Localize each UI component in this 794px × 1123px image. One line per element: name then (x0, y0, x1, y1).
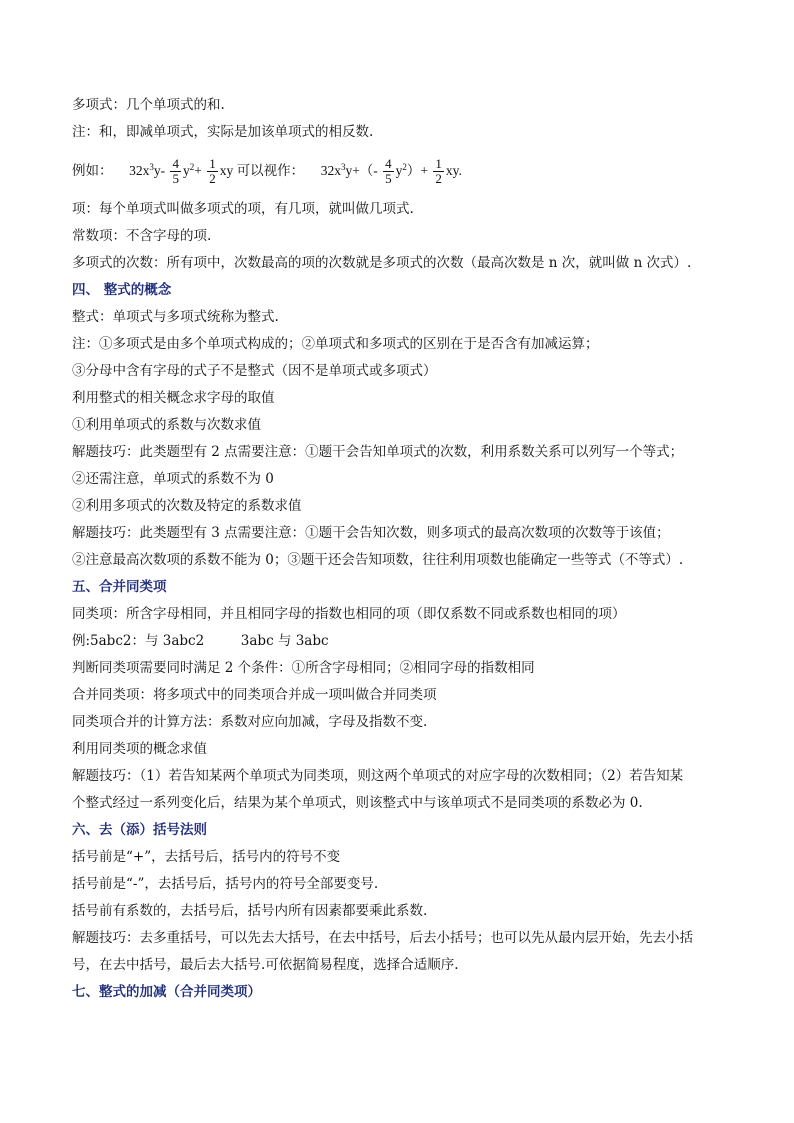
section-heading: 六、去（添）括号法则 (72, 822, 207, 838)
text-line: 注：和，即减单项式，实际是加该单项式的相反数. (72, 124, 374, 140)
text-line: 注：①多项式是由多个单项式构成的；②单项式和多项式的区别在于是否含有加减运算； (72, 336, 599, 352)
text-line: 解题技巧：此类题型有 3 点需要注意：①题干会告知次数，则多项式的最高次数项的次数等于该值； (72, 525, 670, 541)
text-line: 合并同类项：将多项式中的同类项合并成一项叫做合并同类项 (72, 687, 437, 703)
text-line: ①利用单项式的系数与次数求值 (72, 417, 261, 433)
text-line (72, 628, 732, 655)
fraction: $\frac{4}{5}$ (172, 156, 179, 187)
can-be-viewed-as: 可以视作： (236, 163, 305, 179)
text-line: 同类项：所含字母相同，并且相同字母的指数也相同的项（即仅系数不同或系数也相同的项） (72, 606, 626, 622)
text-line: ②注意最高次数项的系数不能为 0；③题干还会告知项数，往往利用项数也能确定一些等式（不等式）. (72, 552, 684, 568)
text-line: ②还需注意，单项式的系数不为 0 (72, 471, 274, 487)
text-line: 判断同类项需要同时满足 2 个条件：①所含字母相同；②相同字母的指数相同 (72, 660, 535, 676)
text-line: 括号前是“-”，去括号后，括号内的符号全部要变号. (72, 876, 379, 892)
text-line: 解题技巧：（1）若告知某两个单项式为同类项，则这两个单项式的对应字母的次数相同；（2）若告知某 (72, 768, 684, 784)
fraction: $\frac{4}{5}$ (385, 156, 392, 187)
formula-rewritten: $32x^3y+(-$ $\frac{4}{5}$ $y^2)+$ $\frac{1}{2}$ xy. (320, 156, 462, 187)
fraction: $\frac{1}{2}$ (209, 156, 216, 187)
text-line: 个整式经过一系列变化后，结果为某个单项式，则该整式中与该单项式不是同类项的系数必为 0. (72, 795, 643, 811)
text-line: 整式：单项式与多项式统称为整式. (72, 309, 279, 325)
formula-original: $32x^3y-$ $\frac{4}{5}$ $y^2+$ $\frac{1}{2}$ xy (129, 156, 234, 187)
example-text: 3abc 与 3abc (240, 633, 329, 649)
text-line: ②利用多项式的次数及特定的系数求值 (72, 498, 302, 514)
fraction: $\frac{1}{2}$ (435, 156, 442, 187)
text-line: 同类项合并的计算方法：系数对应向加减，字母及指数不变. (72, 714, 428, 730)
text-line: 解题技巧：去多重括号，可以先去大括号，在去中括号，后去小括号；也可以先从最内层开始，先去小括 (72, 930, 693, 946)
text-line: 利用整式的相关概念求字母的取值 (72, 390, 275, 406)
text-line: 括号前有系数的，去括号后，括号内所有因素都要乘此系数. (72, 903, 428, 919)
text-line: 利用同类项的概念求值 (72, 741, 207, 757)
text-line: 括号前是“+”，去括号后，括号内的符号不变 (72, 849, 341, 865)
text-line: 解题技巧：此类题型有 2 点需要注意：①题干会告知单项式的次数，利用系数关系可以列写一个等式； (72, 444, 684, 460)
section-heading: 七、整式的加减（合并同类项） (72, 984, 261, 1000)
example-label: 例如： (72, 163, 113, 179)
text-line: ③分母中含有字母的式子不是整式（因不是单项式或多项式） (72, 363, 437, 379)
section-heading: 五、合并同类项 (72, 579, 167, 595)
text-line: 多项式的次数：所有项中，次数最高的项的次数就是多项式的次数（最高次数是 n 次，就叫做 n 次式）. (72, 255, 692, 271)
text-line: 项：每个单项式叫做多项式的项，有几项，就叫做几项式. (72, 201, 414, 217)
text-line: 号，在去中括号，最后去大括号.可依据简易程度，选择合适顺序. (72, 957, 459, 973)
text-line: 常数项：不含字母的项. (72, 228, 212, 244)
formula-example-line (72, 146, 732, 196)
section-heading: 四、 整式的概念 (72, 282, 172, 298)
text-line: 多项式：几个单项式的和. (72, 97, 225, 113)
example-text: 例:5abc2：与 3abc2 (72, 633, 205, 649)
document-page (72, 92, 732, 1006)
